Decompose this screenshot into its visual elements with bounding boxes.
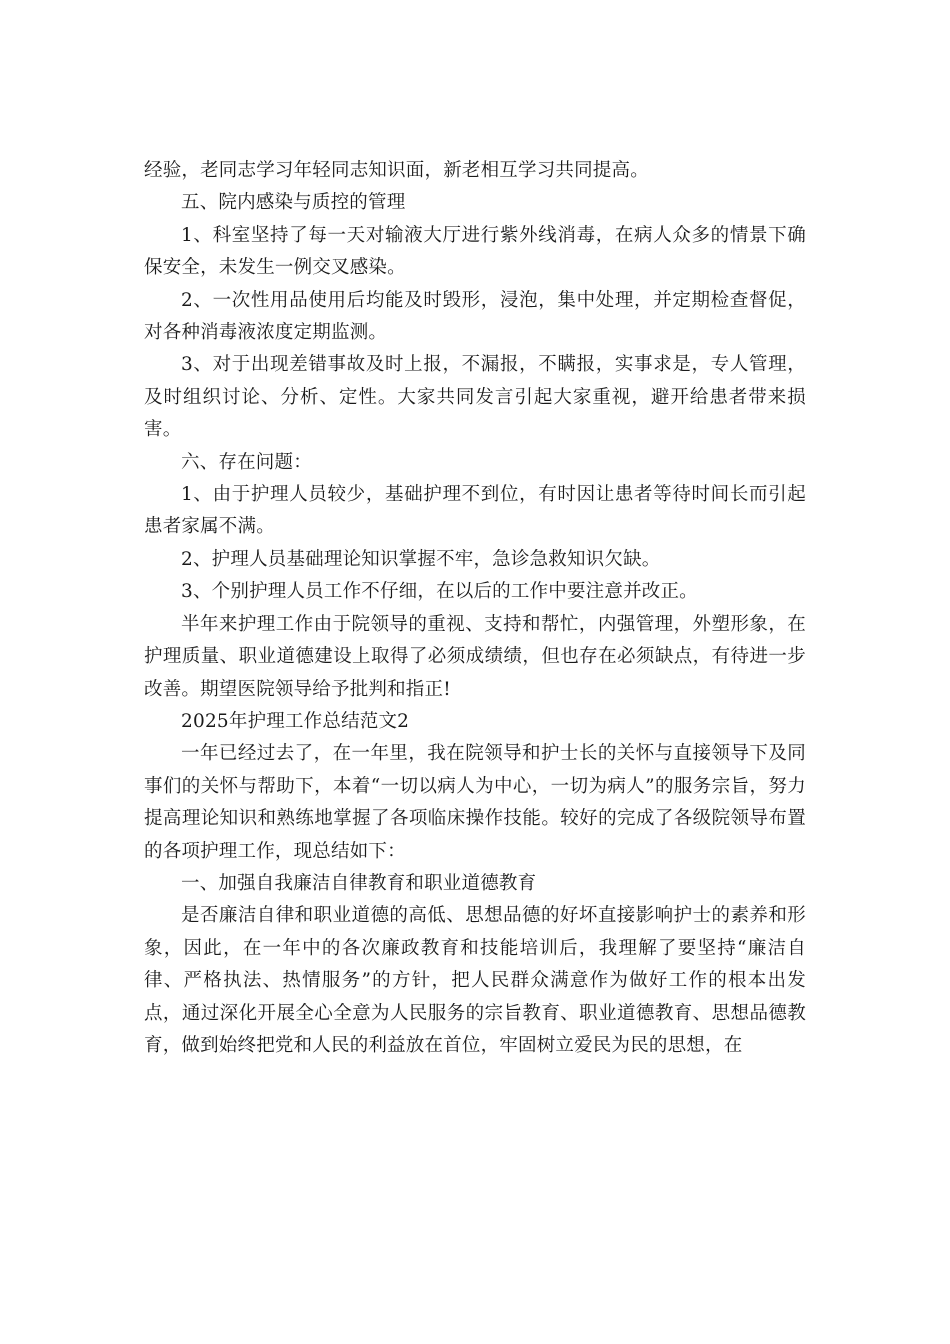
paragraph-intro-2: 一年已经过去了，在一年里，我在院领导和护士长的关怀与直接领导下及同事们的关怀与帮助下，本着“一切以病人为中心，一切为病人”的服务宗旨，努力提高理论知识和熟练地掌握了各项临床操作技能。较好的完成了各级院领导布置的各项护理工作，现总结如下： [144, 743, 806, 862]
paragraph-1: 经验，老同志学习年轻同志知识面，新老相互学习共同提高。 [144, 160, 649, 181]
section-heading-1: 一、加强自我廉洁自律教育和职业道德教育 [181, 872, 537, 894]
paragraph-item-5-2: 2、一次性用品使用后均能及时毁形，浸泡，集中处理，并定期检查督促，对各种消毒液浓度定期监测。 [144, 289, 806, 344]
paragraph-item-5-3: 3、对于出现差错事故及时上报，不漏报，不瞒报，实事求是，专人管理，及时组织讨论、分析、定性。大家共同发言引起大家重视，避开给患者带来损害。 [144, 354, 806, 441]
paragraph-item-6-1: 1、由于护理人员较少，基础护理不到位，有时因让患者等待时间长而引起患者家属不满。 [144, 484, 806, 538]
section-heading-6: 六、存在问题： [181, 451, 312, 473]
section-heading-5: 五、院内感染与质控的管理 [181, 192, 406, 214]
document-body [144, 155, 806, 1062]
paragraph-conclusion: 半年来护理工作由于院领导的重视、支持和帮忙，内强管理，外塑形象，在护理质量、职业道德建设上取得了必须成绩绩，但也存在必须缺点，有待进一步改善。期望医院领导给予批判和指正! [144, 613, 806, 700]
paragraph-item-6-3: 3、个别护理人员工作不仔细，在以后的工作中要注意并改正。 [181, 581, 698, 603]
paragraph-item-6-2: 2、护理人员基础理论知识掌握不牢，急诊急救知识欠缺。 [181, 548, 661, 570]
article-title-2: 2025年护理工作总结范文2 [181, 710, 410, 732]
paragraph-item-5-1: 1、科室坚持了每一天对输液大厅进行紫外线消毒，在病人众多的情景下确保安全，未发生一例交叉感染。 [144, 224, 806, 279]
paragraph-section-1-body: 是否廉洁自律和职业道德的高低、思想品德的好坏直接影响护士的素养和形象，因此，在一年中的各次廉政教育和技能培训后，我理解了要坚持“廉洁自律、严格执法、热情服务”的方针，把人民群众满意作为做好工作的根本出发点，通过深化开展全心全意为人民服务的宗旨教育、职业道德教育、思想品德教育，做到始终把党和人民的利益放在首位，牢固树立爱民为民的思想，在 [144, 905, 806, 1056]
